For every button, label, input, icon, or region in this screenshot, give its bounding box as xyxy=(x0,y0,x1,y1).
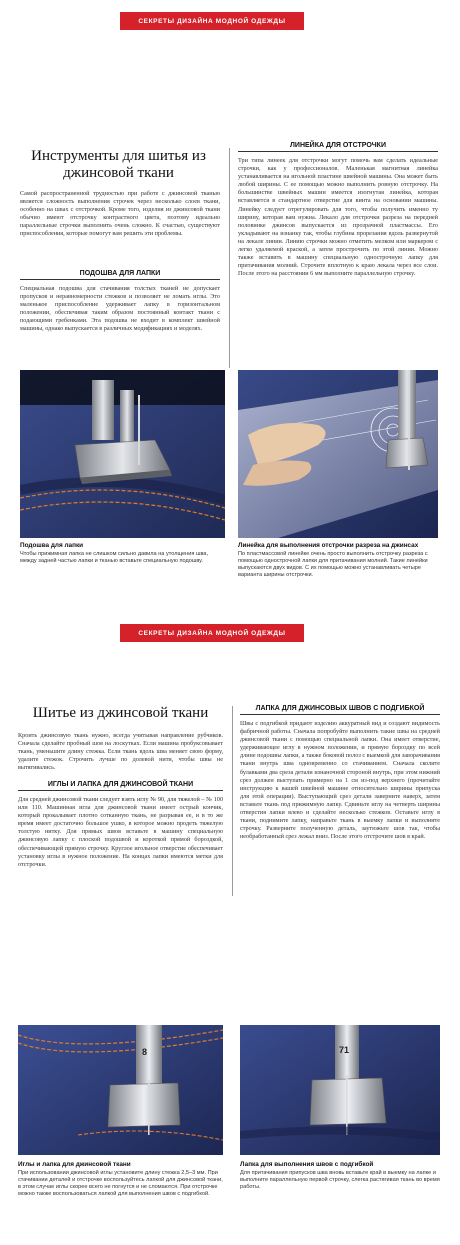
intro-text-2: Кроить джинсовую ткань нужно, всегда учитывая направление рубчиков. Сначала сделайте пробный шов на лоскутках. Если машина пробуксовывает ткань, уменьшите длину стежка. Если ткань вдоль шва меняет свою форму, удалите стежок. Строчить лучше по долевой нити, чтобы швы не вытягивались. xyxy=(18,732,223,772)
denim-foot-illustration xyxy=(18,1025,223,1155)
photo-denim-foot xyxy=(18,1025,223,1155)
subhead-ruler: ЛИНЕЙКА ДЛЯ ОТСТРОЧКИ xyxy=(238,142,438,152)
photo-ruler xyxy=(238,370,438,538)
felled-text: Швы с подгибкой придают изделию аккуратный вид и создают видимость фабричной работы. Сначала попробуйте выполнить такие швы на средней джинсовой ткани с помощью специальной лапки. Она имеет отверстие, удерживающее иглу в нужном положении, и прямую бороздку по всей длине подошвы лапки, а также боковой полоз с выемкой для заворачивания ткани внутрь шва одновременно со стачиванием. Сначала сколите булавками два среза детали изнаночной стороной внутрь, при этом нижний срез должен выступать примерно на 1 см из-под верхнего (прочитайте инструкцию к вашей швейной машине относительно ширины припуска для этой операции). Выступающий срез детали заверните наверх, затем вставьте ткань под прижимную лапку. Сдвиньте иглу на четверть ширины отверстия лапки влево и сделайте несколько стежков. Оставьте иглу в ткани, поднимите лапку, направьте ткань в выемку лапки и выполните строчку. Разверните полученную деталь, заутюжьте шов так, чтобы необработанный срез лежал вниз. После этого отстрочите шов в край. xyxy=(240,720,440,841)
caption-text-1: Чтобы прижимная лапка не слишком сильно давила на утолщения шва, между задней частью лапки и тканью вставьте специальную подошву. xyxy=(20,551,209,564)
page-title-2: Шитье из джинсовой ткани xyxy=(32,705,209,721)
caption-title-1: Подошва для лапки xyxy=(20,542,84,549)
needles-text: Для средней джинсовой ткани следует взять иглу № 90, для тяжелой – № 100 или 110. Машинная игла для джинсовой ткани имеет острый кончик, который прокалывает плотно сотканную ткань, не разрывая ее, и в то же время имеет достаточно большое ушко, в которое можно продеть тяжелую толстую нитку. Для прямых швов вставьте в машину специальную джинсовую лапку с плоской подошвой и короткой прямой бороздкой, обеспечивающей прямую строчку. Круглое игольное отверстие обеспечивает установку иглы в нужное положение. На концах лапки имеются метки для отстрочки. xyxy=(18,796,223,868)
photo-presser-foot xyxy=(20,370,225,538)
header-band-left xyxy=(0,0,120,18)
column-divider-1 xyxy=(229,148,230,368)
column-divider-2 xyxy=(232,706,233,896)
ruler-text: Три типа линеек для отстрочки могут помочь вам сделать идеальные строчки, как у профессионалов. Маленькая магнитная линейка устанавливается на игольной пластине швейной машины. Она может быть любой ширины. С ее помощью можно выполнить ровную отстрочку. На большинстве швейных машин имеется изогнутая линейка, которая вставляется в стандартное отверстие для винта на основании машины. Линейку следует отрегулировать для того, чтобы получить именно ту ширину, которая вам нужна. Лекало для отстрочки разреза на передней половинке джинсов выпускается из прозрачной пластмассы. Его укладывают на изнанку так, чтобы глубина прорезания вдоль развернутой на лекале линии. Линию строчки можно отметить мелком или маркером с легко удаляемой краской, а затем прострочить по этой линии. Можно также вставить в машину специальную однострочную лапку для притачивания молний. Строчите вплотную к краю лекала через все слои. После этого на расстоянии 6 мм выполните параллельную строчку. xyxy=(238,157,438,278)
photo-felled-foot xyxy=(240,1025,440,1155)
caption-title-2: Линейка для выполнения отстрочки разреза на джинсах xyxy=(238,542,419,549)
svg-text:71: 71 xyxy=(339,1045,350,1055)
caption-text-4: Для притачивания припусков шва вновь вставьте край в выемку на лапке и выполните параллельную первой строчку, слегка растягивая ткань во время работы. xyxy=(240,1170,440,1190)
section-header-1: СЕКРЕТЫ ДИЗАЙНА МОДНОЙ ОДЕЖДЫ xyxy=(120,12,304,30)
subhead-felled: ЛАПКА ДЛЯ ДЖИНСОВЫХ ШВОВ С ПОДГИБКОЙ xyxy=(240,705,440,715)
presser-foot-illustration xyxy=(20,370,225,538)
subhead-foot: ПОДОШВА ДЛЯ ЛАПКИ xyxy=(20,270,220,280)
ruler-illustration xyxy=(238,370,438,538)
caption-text-3: При использовании джинсовой иглы установите длину стежка 2,5–3 мм. При стачивании деталей и отстрочке воспользуйтесь лапкой для джинсовой ткани, в этом случае иглы скорее всего не погнутся и не сломаются. При отстрочке можно также воспользоваться лапкой для выполнения швов с подгибкой. xyxy=(18,1170,223,1197)
foot-text: Специальная подошва для стачивания толстых тканей не допускает пропусков и неравномерности стежков и позволяет не ломать иглы. Это маленькое приспособление удерживает лапку в горизонтальном положении, обеспечивая таким образом постоянный контакт ткани с подающими гребенками. Эта подошва не входит в комплект швейной машины, однако выпускается в различных модификациях и моделях. xyxy=(20,285,220,333)
caption-text-2: По пластмассовой линейке очень просто выполнить отстрочку разреза с помощью однострочной лапки для притачивания молний. Такие линейки выпускаются двух видов. С их помощью можно устанавливать четыре варианта ширины отстрочки. xyxy=(238,551,428,578)
svg-text:8: 8 xyxy=(142,1047,148,1057)
intro-text-1: Самой распространенной трудностью при работе с джинсовой тканью является сложность выполнения строчек через несколько слоев ткани, особенно на швах с отстрочкой. Кроме того, изделия из джинсовой ткани обычно имеют отстрочку контрастного цвета, поэтому идеально параллельные строчки выполнить очень сложно. К счастью, существуют приспособления, которые помогут вам решить эти проблемы. xyxy=(20,190,220,238)
page-title-1: Инструменты для шитья из джинсовой ткани xyxy=(31,148,206,181)
caption-title-4: Лапка для выполнения швов с подгибкой xyxy=(240,1161,374,1168)
caption-title-3: Иглы и лапка для джинсовой ткани xyxy=(18,1161,131,1168)
felled-foot-illustration xyxy=(240,1025,440,1155)
subhead-needles: ИГЛЫ И ЛАПКА ДЛЯ ДЖИНСОВОЙ ТКАНИ xyxy=(18,781,223,791)
section-header-2: СЕКРЕТЫ ДИЗАЙНА МОДНОЙ ОДЕЖДЫ xyxy=(120,624,304,642)
